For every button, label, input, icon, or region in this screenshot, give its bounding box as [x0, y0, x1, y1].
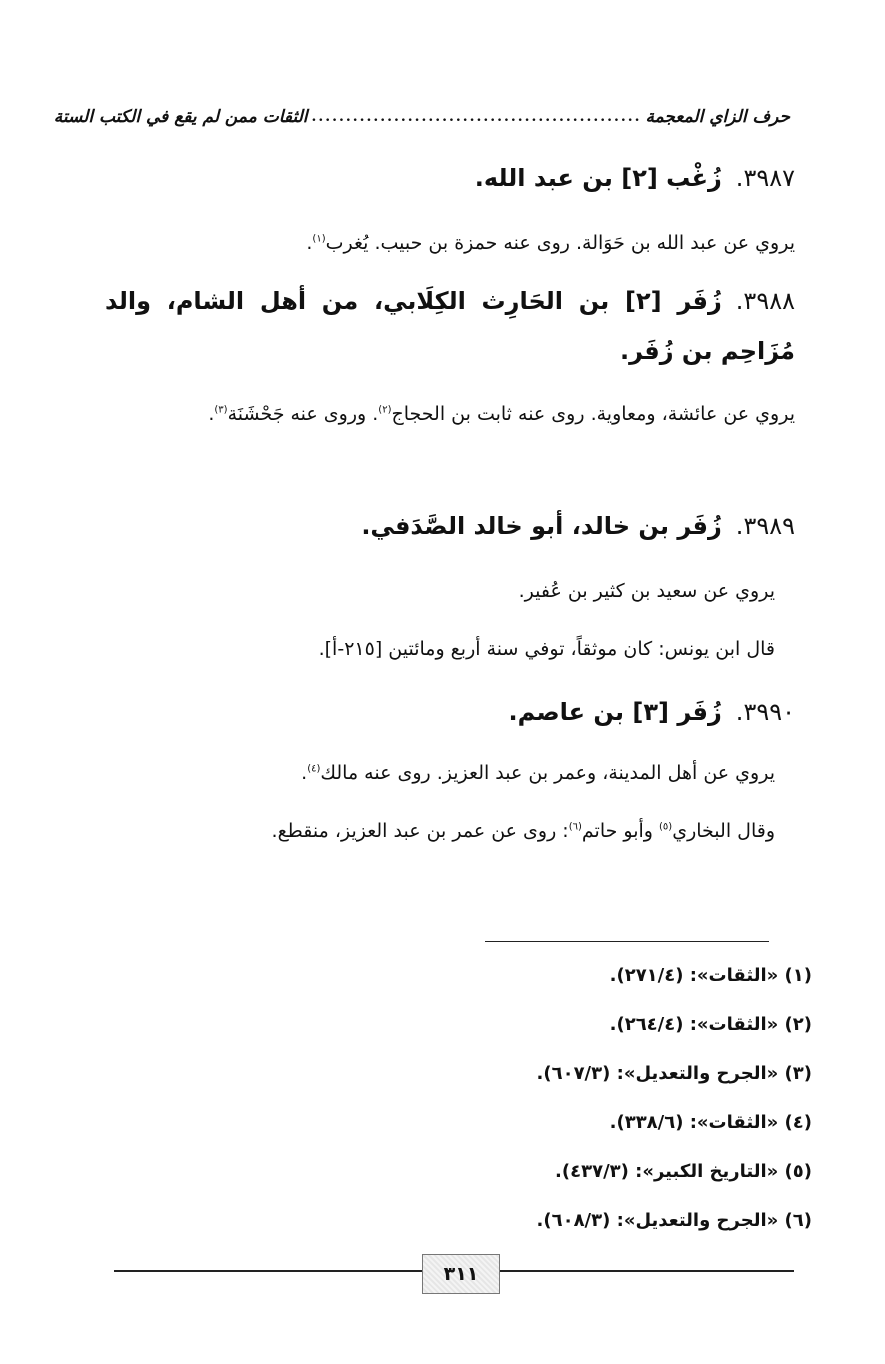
footnote-item: (٢) «الثقات»: (٢٦٤/٤).	[609, 1014, 812, 1035]
entry-title-3988	[105, 276, 795, 376]
entry-heading: زُفَر بن خالد، أبو خالد الصَّدَفي.	[361, 512, 722, 540]
paragraph-text: قال ابن يونس: كان موثقاً، توفي سنة أربع ومائتين [٢١٥-أ].	[318, 638, 775, 660]
footnote-marker: (٥)	[659, 821, 673, 833]
paragraph-text-tail: . وروى عنه جَحْشَنَة	[227, 403, 379, 425]
paragraph-text-tail: : روى عن عمر بن عبد العزيز، منقطع.	[271, 820, 569, 842]
footnote-item: (٥) «التاريخ الكبير»: (٤٣٧/٣).	[555, 1161, 812, 1182]
footnote-item: (٦) «الجرح والتعديل»: (٦٠٨/٣).	[536, 1210, 812, 1231]
footnote-marker: (٤)	[307, 763, 321, 775]
entry-title-3987	[105, 154, 795, 202]
paragraph-text: يروي عن سعيد بن كثير بن عُفير.	[518, 580, 775, 602]
footnote-separator	[485, 941, 769, 942]
footnote-item: (٤) «الثقات»: (٣٣٨/٦).	[609, 1112, 812, 1133]
footnote-item: (٣) «الجرح والتعديل»: (٦٠٧/٣).	[536, 1063, 812, 1084]
running-header	[53, 100, 790, 134]
entry-number: ٣٩٨٧.	[735, 164, 795, 192]
paragraph-text-tail: .	[301, 762, 308, 784]
entry-heading: زُفَر [٣] بن عاصم.	[508, 698, 722, 726]
page-rule-left	[114, 1270, 422, 1272]
entry-title-3989	[105, 502, 795, 550]
paragraph-text-tail: وأبو حاتم	[581, 820, 660, 842]
entry-paragraph	[105, 752, 795, 794]
entry-paragraph	[105, 570, 795, 612]
paragraph-text: وقال البخاري	[672, 820, 775, 842]
header-book-title: الثقات ممن لم يقع في الكتب الستة	[53, 107, 308, 127]
entry-paragraph	[105, 628, 795, 670]
footnote-marker: (١)	[312, 233, 326, 245]
entry-title-3990	[105, 688, 795, 736]
paragraph-text: يروي عن عائشة، ومعاوية. روى عنه ثابت بن الحجاج	[391, 403, 795, 425]
page-number: ٣١١	[422, 1254, 500, 1294]
entry-heading: زُفَر [٢] بن الحَارِث الكِلَابي، من أهل الشام، والد مُزَاحِم بن زُفَر.	[105, 287, 795, 365]
entry-heading: زُغْب [٢] بن عبد الله.	[474, 164, 722, 192]
entry-paragraph	[105, 222, 795, 264]
entry-paragraph	[105, 393, 795, 435]
footnotes-list	[312, 955, 812, 1249]
entry-number: ٣٩٩٠.	[735, 698, 795, 726]
paragraph-text-tail: .	[208, 403, 215, 425]
paragraph-text: يروي عن عبد الله بن حَوَالة. روى عنه حمزة بن حبيب. يُغرب	[325, 232, 795, 254]
footnote-marker: (٢)	[378, 404, 392, 416]
paragraph-text: يروي عن أهل المدينة، وعمر بن عبد العزيز. روى عنه مالك	[320, 762, 775, 784]
footnote-item: (١) «الثقات»: (٢٧١/٤).	[609, 965, 812, 986]
entry-number: ٣٩٨٩.	[735, 512, 795, 540]
header-chapter-title: حرف الزاي المعجمة	[645, 107, 790, 127]
header-leader-dots: ................................................	[311, 109, 642, 125]
entry-number: ٣٩٨٨.	[735, 287, 795, 315]
paragraph-text-tail: .	[306, 232, 313, 254]
footnote-marker: (٦)	[568, 821, 582, 833]
footnote-marker: (٣)	[214, 404, 228, 416]
page-rule-right	[500, 1270, 794, 1272]
entry-paragraph	[105, 810, 795, 852]
